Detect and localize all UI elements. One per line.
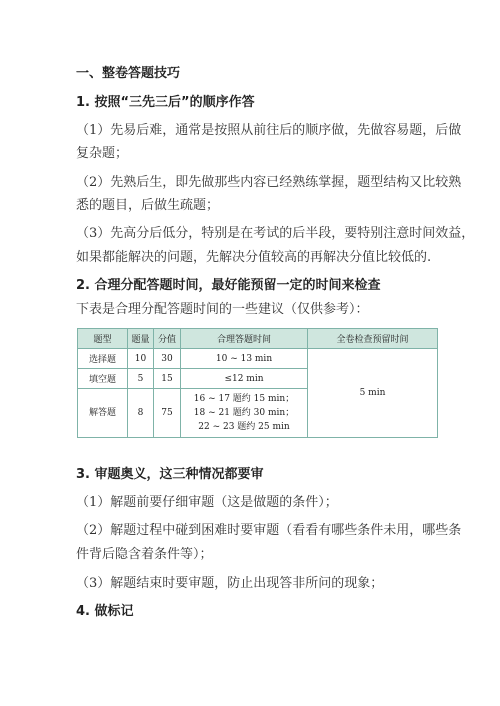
item-3-paragraph-2-line-2: 件背后隐含着条件等）； <box>76 547 213 562</box>
table-cell-time-line: 22 ~ 23 题约 25 min <box>198 422 290 432</box>
item-3-paragraph-3: （3）解题结束时要审题，防止出现答非所问的现象； <box>76 576 384 591</box>
table-header-row <box>78 329 438 349</box>
table-cell-count: 5 <box>128 369 154 389</box>
item-3-paragraph-2-line-1: （2）解题过程中碰到困难时要审题（看看有哪些条件未用，哪些条 <box>76 523 462 538</box>
table-header-cell: 分值 <box>154 329 181 349</box>
item-2-title: 2. 合理分配答题时间，最好能预留一定的时间来检查 <box>76 278 381 293</box>
table-cell-type: 填空题 <box>78 369 128 389</box>
item-1-paragraph-2-line-2: 悉的题目，后做生疏题； <box>76 198 220 213</box>
table-cell-time-line: 18 ~ 21 题约 30 min； <box>193 408 295 418</box>
table-cell-count: 8 <box>128 389 154 438</box>
table-row <box>78 349 438 369</box>
table-cell-time: 10 ~ 13 min <box>181 349 308 369</box>
item-1-paragraph-1-line-1: （1）先易后难，通常是按照从前往后的顺序做，先做容易题，后做 <box>76 123 462 138</box>
item-1-paragraph-2-line-1: （2）先熟后生，即先做那些内容已经熟练掌握，题型结构又比较熟 <box>76 175 462 190</box>
item-3-paragraph-1: （1）解题前要仔细审题（这是做题的条件）； <box>76 495 338 510</box>
table-header-cell: 合理答题时间 <box>181 329 308 349</box>
time-allocation-table <box>77 328 438 438</box>
item-3-title: 3. 审题奥义，这三种情况都要审 <box>76 467 264 482</box>
table-cell-type: 选择题 <box>78 349 128 369</box>
item-1-paragraph-1-line-2: 复杂题； <box>76 146 129 161</box>
table-header-cell: 题型 <box>78 329 128 349</box>
table-cell-time: ≤12 min <box>181 369 308 389</box>
table-cell-score: 15 <box>154 369 181 389</box>
table-cell-score: 75 <box>154 389 181 438</box>
item-1-paragraph-3-line-2: 如果都能解决的问题，先解决分值较高的再解决分值比较低的. <box>76 250 432 265</box>
item-4-title: 4. 做标记 <box>76 604 134 619</box>
section-title: 一、整卷答题技巧 <box>76 66 181 81</box>
item-1-title: 1. 按照“三先三后”的顺序作答 <box>76 95 255 110</box>
table-cell-time <box>181 389 308 438</box>
table-header-cell: 题量 <box>128 329 154 349</box>
table-cell-score: 30 <box>154 349 181 369</box>
table-cell-time-line: 16 ~ 17 题约 15 min； <box>193 394 295 404</box>
item-1-paragraph-3-line-1: （3）先高分后低分，特别是在考试的后半段，要特别注意时间效益， <box>76 226 475 241</box>
table-cell-reserve-time: 5 min <box>308 349 438 438</box>
table-header-cell: 全卷检查预留时间 <box>308 329 438 349</box>
table-cell-count: 10 <box>128 349 154 369</box>
table-cell-type: 解答题 <box>78 389 128 438</box>
item-2-intro: 下表是合理分配答题时间的一些建议（仅供参考）： <box>76 302 369 317</box>
